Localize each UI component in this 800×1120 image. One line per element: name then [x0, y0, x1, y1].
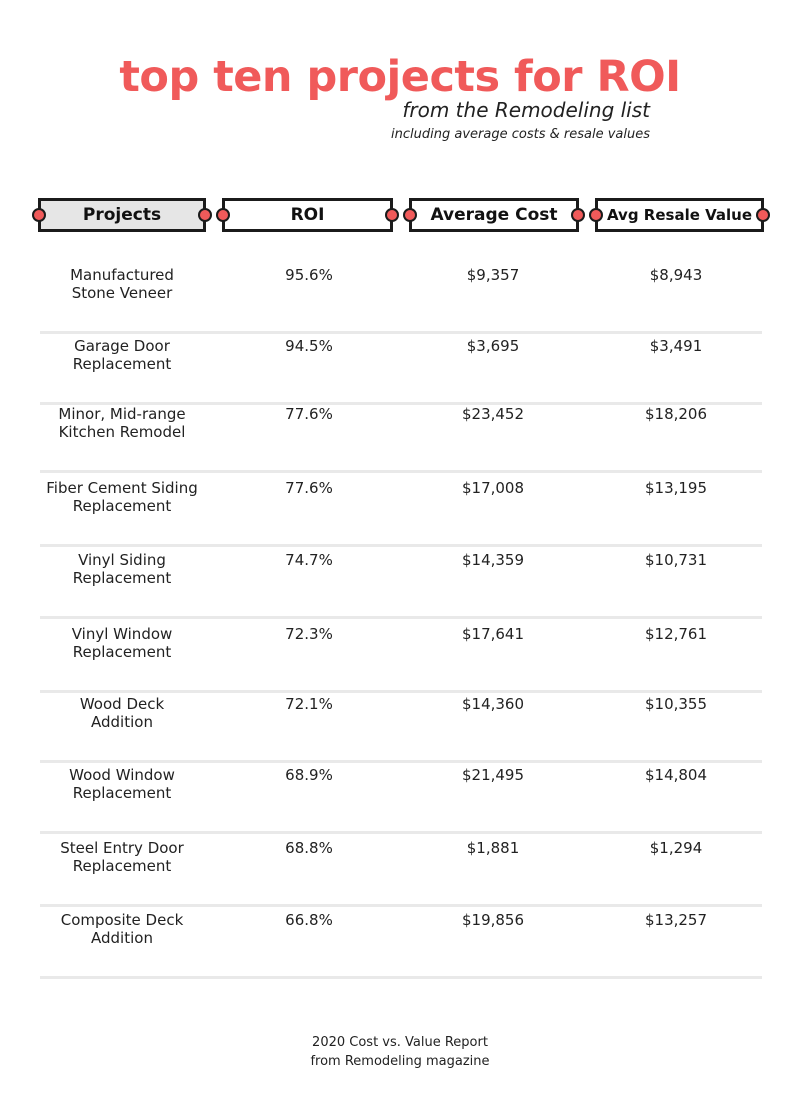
- project-name-line1: Vinyl Siding: [78, 551, 166, 569]
- row-divider: [40, 976, 762, 979]
- project-name: [40, 405, 204, 441]
- table-row: [40, 479, 762, 547]
- resale-value: $3,491: [649, 337, 703, 355]
- row-divider: [40, 616, 762, 619]
- average-cost-value: $21,495: [461, 766, 525, 784]
- roi-value: 72.3%: [285, 625, 333, 643]
- average-cost-value: $14,359: [461, 551, 525, 569]
- project-name-line1: Vinyl Window: [71, 625, 173, 643]
- header-dot-icon: [756, 208, 770, 222]
- header-average-cost-label: Average Cost: [430, 205, 558, 225]
- project-name-line1: Garage Door: [74, 337, 170, 355]
- header-avg-resale-value: [595, 198, 764, 232]
- page-subtitle-secondary: including average costs & resale values: [391, 127, 650, 142]
- header-projects: [38, 198, 206, 232]
- page-subtitle: from the Remodeling list: [402, 98, 650, 122]
- header-dot-icon: [198, 208, 212, 222]
- resale-value: $13,257: [644, 911, 708, 929]
- table-row: [40, 337, 762, 405]
- project-name: [40, 766, 204, 802]
- roi-value: 74.7%: [285, 551, 333, 569]
- project-name-line2: Stone Veneer: [71, 284, 173, 302]
- resale-value: $12,761: [644, 625, 708, 643]
- average-cost-value: $9,357: [466, 266, 520, 284]
- project-name-line1: Steel Entry Door: [60, 839, 184, 857]
- footer-line2: from Remodeling magazine: [310, 1054, 490, 1069]
- resale-value: $14,804: [644, 766, 708, 784]
- row-divider: [40, 904, 762, 907]
- project-name-line2: Replacement: [72, 643, 172, 661]
- project-name-line2: Replacement: [72, 784, 172, 802]
- project-name: [40, 479, 204, 515]
- average-cost-value: $17,008: [461, 479, 525, 497]
- header-avg-resale-value-label: Avg Resale Value: [606, 206, 753, 224]
- header-roi: [222, 198, 393, 232]
- roi-value: 77.6%: [285, 479, 333, 497]
- project-name-line1: Manufactured: [70, 266, 174, 284]
- project-name-line2: Replacement: [72, 569, 172, 587]
- project-name-line2: Replacement: [72, 857, 172, 875]
- row-divider: [40, 331, 762, 334]
- project-name-line1: Minor, Mid-range: [58, 405, 186, 423]
- header-average-cost: [409, 198, 579, 232]
- resale-value: $8,943: [649, 266, 703, 284]
- project-name: [40, 337, 204, 373]
- roi-value: 72.1%: [285, 695, 333, 713]
- row-divider: [40, 544, 762, 547]
- project-name: [40, 911, 204, 947]
- table-row: [40, 839, 762, 907]
- project-name-line1: Wood Deck: [79, 695, 165, 713]
- footer-line1: 2020 Cost vs. Value Report: [312, 1035, 488, 1050]
- header-roi-label: ROI: [290, 205, 325, 225]
- header-dot-icon: [32, 208, 46, 222]
- project-name: [40, 551, 204, 587]
- header-dot-icon: [589, 208, 603, 222]
- table-row: [40, 695, 762, 763]
- roi-value: 95.6%: [285, 266, 333, 284]
- project-name-line2: Kitchen Remodel: [58, 423, 186, 441]
- resale-value: $13,195: [644, 479, 708, 497]
- table-row: [40, 911, 762, 979]
- project-name: [40, 266, 204, 302]
- header-dot-icon: [385, 208, 399, 222]
- roi-value: 68.9%: [285, 766, 333, 784]
- average-cost-value: $14,360: [461, 695, 525, 713]
- roi-value: 68.8%: [285, 839, 333, 857]
- project-name: [40, 839, 204, 875]
- header-dot-icon: [571, 208, 585, 222]
- table-row: [40, 625, 762, 693]
- average-cost-value: $17,641: [461, 625, 525, 643]
- page-title: top ten projects for ROI: [119, 52, 681, 102]
- table-row: [40, 551, 762, 619]
- project-name-line2: Replacement: [72, 355, 172, 373]
- average-cost-value: $23,452: [461, 405, 525, 423]
- project-name-line1: Wood Window: [69, 766, 175, 784]
- table-row: [40, 766, 762, 834]
- project-name-line1: Composite Deck: [60, 911, 184, 929]
- project-name-line2: Addition: [91, 713, 153, 731]
- row-divider: [40, 831, 762, 834]
- average-cost-value: $1,881: [466, 839, 520, 857]
- project-name-line2: Replacement: [72, 497, 172, 515]
- resale-value: $10,731: [644, 551, 708, 569]
- header-projects-label: Projects: [82, 205, 162, 225]
- project-name: [40, 625, 204, 661]
- project-name-line1: Fiber Cement Siding: [46, 479, 198, 497]
- project-name-line2: Addition: [91, 929, 153, 947]
- header-dot-icon: [403, 208, 417, 222]
- resale-value: $10,355: [644, 695, 708, 713]
- roi-value: 66.8%: [285, 911, 333, 929]
- header-dot-icon: [216, 208, 230, 222]
- roi-value: 77.6%: [285, 405, 333, 423]
- average-cost-value: $19,856: [461, 911, 525, 929]
- row-divider: [40, 470, 762, 473]
- row-divider: [40, 760, 762, 763]
- table-row: [40, 266, 762, 334]
- table-row: [40, 405, 762, 473]
- roi-value: 94.5%: [285, 337, 333, 355]
- resale-value: $1,294: [649, 839, 703, 857]
- source-footer: [0, 1033, 800, 1071]
- project-name: [40, 695, 204, 731]
- average-cost-value: $3,695: [466, 337, 520, 355]
- resale-value: $18,206: [644, 405, 708, 423]
- row-divider: [40, 690, 762, 693]
